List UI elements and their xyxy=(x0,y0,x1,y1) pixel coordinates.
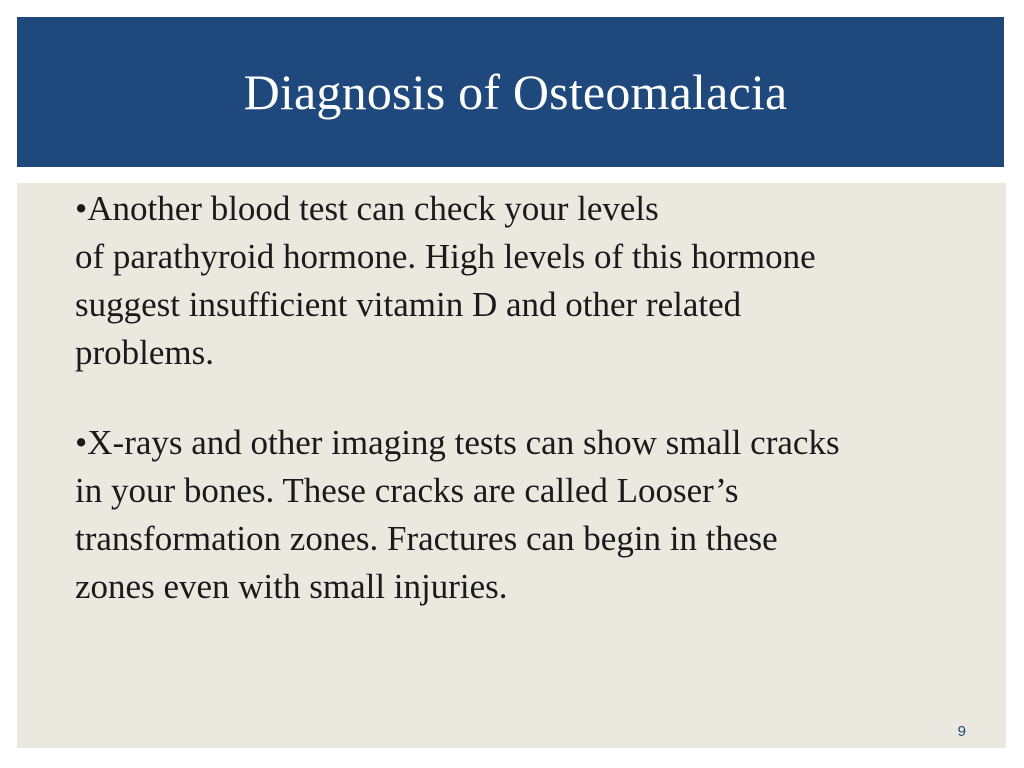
bullet-marker: • xyxy=(75,423,88,462)
bullet-marker: • xyxy=(75,189,88,228)
bullet-1-line-3: suggest insufficient vitamin D and other related xyxy=(75,285,742,324)
bullet-2-line-4: zones even with small injuries. xyxy=(75,567,508,606)
bullet-2-line-2: in your bones. These cracks are called Looser’s xyxy=(75,471,739,510)
slide-title: Diagnosis of Osteomalacia xyxy=(243,64,788,120)
bullet-1-line-4: problems. xyxy=(75,333,215,372)
title-bar xyxy=(17,17,1004,167)
bullet-paragraph-2 xyxy=(75,419,955,611)
page-number: 9 xyxy=(957,723,966,740)
bullet-1-line-1: Another blood test can check your levels xyxy=(87,189,659,228)
content-panel xyxy=(17,183,1006,748)
bullet-2-line-1: X-rays and other imaging tests can show small cracks xyxy=(87,423,840,462)
bullet-2-line-3: transformation zones. Fractures can begin in these xyxy=(75,519,778,558)
bullet-paragraph-1 xyxy=(75,185,955,377)
bullet-1-line-2: of parathyroid hormone. High levels of this hormone xyxy=(75,237,816,276)
